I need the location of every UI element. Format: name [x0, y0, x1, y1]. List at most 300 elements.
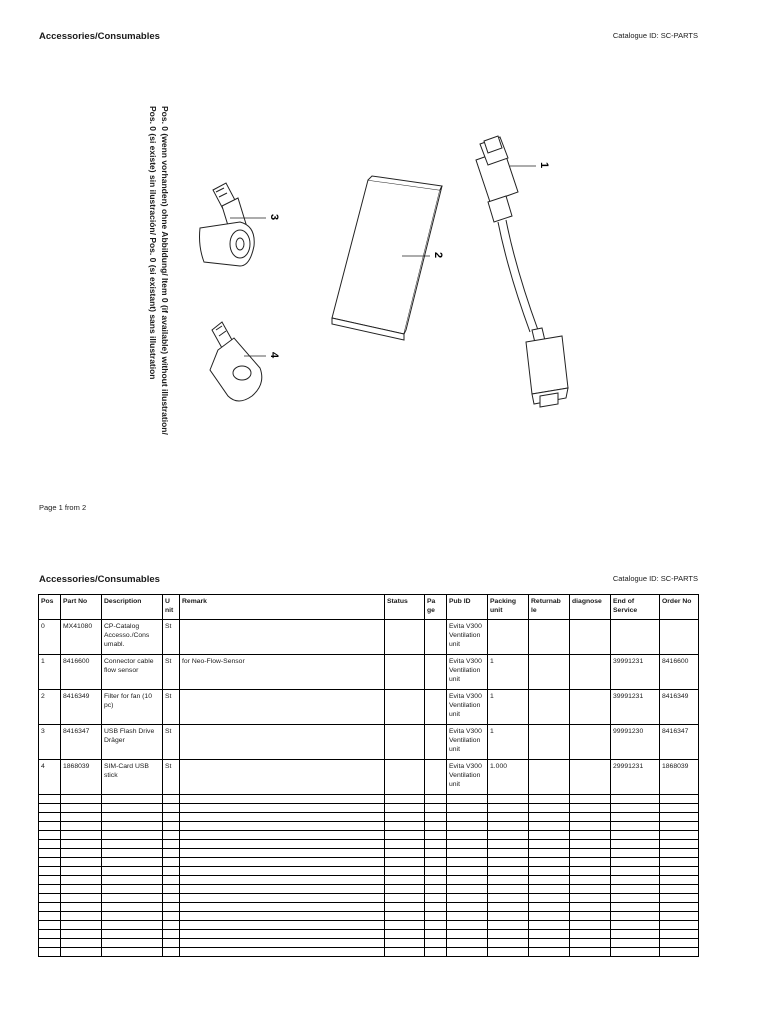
column-header: Remark	[180, 595, 385, 620]
empty-cell	[488, 804, 529, 813]
empty-cell	[660, 894, 699, 903]
empty-table-row	[39, 804, 699, 813]
cell-pos: 1	[39, 655, 61, 690]
empty-cell	[570, 948, 611, 957]
empty-cell	[488, 903, 529, 912]
empty-cell	[660, 885, 699, 894]
cell-returnable	[529, 655, 570, 690]
empty-cell	[660, 867, 699, 876]
empty-cell	[570, 930, 611, 939]
empty-cell	[61, 840, 102, 849]
empty-cell	[385, 795, 425, 804]
empty-cell	[570, 885, 611, 894]
empty-cell	[385, 876, 425, 885]
empty-cell	[385, 840, 425, 849]
empty-table-row	[39, 831, 699, 840]
empty-cell	[61, 849, 102, 858]
column-header: diagnose	[570, 595, 611, 620]
empty-cell	[39, 867, 61, 876]
cell-order-no: 1868039	[660, 760, 699, 795]
empty-cell	[570, 831, 611, 840]
empty-cell	[529, 822, 570, 831]
empty-cell	[180, 858, 385, 867]
empty-cell	[488, 948, 529, 957]
empty-cell	[61, 822, 102, 831]
column-header: Returnab le	[529, 595, 570, 620]
connector-cable-drawing	[476, 136, 568, 407]
empty-cell	[180, 867, 385, 876]
cell-unit: St	[163, 620, 180, 655]
empty-cell	[488, 930, 529, 939]
cell-page	[425, 725, 447, 760]
empty-cell	[488, 885, 529, 894]
callout-1: 1	[538, 162, 550, 169]
callout-4: 4	[268, 352, 280, 359]
empty-cell	[61, 813, 102, 822]
empty-cell	[180, 885, 385, 894]
cell-end-of-service: 39991231	[611, 655, 660, 690]
empty-cell	[163, 840, 180, 849]
empty-cell	[385, 849, 425, 858]
empty-cell	[611, 822, 660, 831]
empty-cell	[425, 876, 447, 885]
empty-cell	[61, 912, 102, 921]
empty-cell	[529, 849, 570, 858]
empty-cell	[660, 903, 699, 912]
cell-pos: 4	[39, 760, 61, 795]
empty-cell	[385, 903, 425, 912]
empty-cell	[180, 894, 385, 903]
empty-cell	[488, 876, 529, 885]
empty-cell	[660, 813, 699, 822]
cell-packing-unit: 1.000	[488, 760, 529, 795]
box-drawing	[332, 176, 442, 340]
empty-cell	[447, 912, 488, 921]
empty-cell	[61, 939, 102, 948]
empty-cell	[529, 894, 570, 903]
empty-cell	[611, 939, 660, 948]
empty-cell	[39, 876, 61, 885]
empty-cell	[488, 822, 529, 831]
cell-packing-unit: 1	[488, 725, 529, 760]
empty-cell	[611, 876, 660, 885]
empty-cell	[425, 930, 447, 939]
empty-cell	[660, 795, 699, 804]
cell-unit: St	[163, 725, 180, 760]
empty-rows	[39, 795, 699, 957]
empty-cell	[39, 903, 61, 912]
empty-cell	[447, 948, 488, 957]
empty-cell	[611, 813, 660, 822]
empty-cell	[570, 822, 611, 831]
empty-cell	[529, 912, 570, 921]
empty-cell	[447, 840, 488, 849]
empty-cell	[529, 930, 570, 939]
empty-cell	[180, 912, 385, 921]
empty-cell	[488, 831, 529, 840]
empty-cell	[102, 858, 163, 867]
cell-end-of-service: 29991231	[611, 760, 660, 795]
empty-cell	[570, 894, 611, 903]
callout-2: 2	[432, 252, 444, 259]
empty-cell	[425, 795, 447, 804]
cell-end-of-service: 99991230	[611, 725, 660, 760]
cell-unit: St	[163, 690, 180, 725]
cell-returnable	[529, 725, 570, 760]
empty-cell	[180, 795, 385, 804]
empty-cell	[529, 867, 570, 876]
empty-table-row	[39, 912, 699, 921]
cell-part-no: 8416349	[61, 690, 102, 725]
empty-cell	[425, 849, 447, 858]
empty-cell	[102, 813, 163, 822]
empty-cell	[529, 903, 570, 912]
empty-cell	[39, 813, 61, 822]
cell-page	[425, 620, 447, 655]
table-row	[39, 725, 699, 760]
empty-cell	[529, 813, 570, 822]
empty-cell	[447, 939, 488, 948]
empty-cell	[39, 804, 61, 813]
cell-page	[425, 690, 447, 725]
empty-cell	[660, 939, 699, 948]
empty-cell	[385, 804, 425, 813]
empty-cell	[180, 804, 385, 813]
parts-illustration	[0, 0, 768, 480]
empty-cell	[163, 858, 180, 867]
cell-order-no	[660, 620, 699, 655]
empty-cell	[570, 921, 611, 930]
empty-cell	[102, 831, 163, 840]
empty-table-row	[39, 795, 699, 804]
empty-table-row	[39, 858, 699, 867]
cell-diagnose	[570, 620, 611, 655]
usb-swivel-drive-drawing	[200, 183, 255, 266]
empty-cell	[425, 831, 447, 840]
empty-cell	[425, 858, 447, 867]
empty-cell	[102, 885, 163, 894]
empty-cell	[447, 813, 488, 822]
empty-cell	[488, 894, 529, 903]
empty-cell	[163, 795, 180, 804]
cell-diagnose	[570, 725, 611, 760]
empty-cell	[611, 930, 660, 939]
column-header: Description	[102, 595, 163, 620]
empty-cell	[102, 822, 163, 831]
empty-cell	[447, 804, 488, 813]
empty-table-row	[39, 885, 699, 894]
empty-cell	[385, 813, 425, 822]
empty-cell	[570, 813, 611, 822]
empty-cell	[385, 894, 425, 903]
empty-table-row	[39, 939, 699, 948]
cell-packing-unit: 1	[488, 690, 529, 725]
empty-cell	[488, 795, 529, 804]
empty-cell	[61, 858, 102, 867]
catalogue-id: Catalogue ID: SC-PARTS	[612, 574, 698, 583]
cell-remark	[180, 760, 385, 795]
empty-table-row	[39, 849, 699, 858]
empty-cell	[102, 948, 163, 957]
empty-cell	[385, 921, 425, 930]
empty-cell	[102, 930, 163, 939]
empty-cell	[163, 921, 180, 930]
empty-cell	[163, 876, 180, 885]
column-header: End of Service	[611, 595, 660, 620]
empty-cell	[102, 912, 163, 921]
cell-status	[385, 655, 425, 690]
empty-cell	[660, 876, 699, 885]
figure-note-line-2: Pos. 0 (si existe) sin ilustración/ Pos. 0 (si existant) sans illustration	[148, 106, 158, 380]
empty-cell	[180, 930, 385, 939]
empty-cell	[488, 921, 529, 930]
empty-cell	[660, 912, 699, 921]
empty-cell	[385, 831, 425, 840]
cell-order-no: 8416349	[660, 690, 699, 725]
cell-remark: for Neo-Flow-Sensor	[180, 655, 385, 690]
cell-remark	[180, 725, 385, 760]
empty-cell	[529, 831, 570, 840]
table-row	[39, 655, 699, 690]
empty-cell	[180, 921, 385, 930]
empty-cell	[529, 876, 570, 885]
cell-description: Connector cable flow sensor	[102, 655, 163, 690]
empty-table-row	[39, 903, 699, 912]
cell-diagnose	[570, 760, 611, 795]
empty-cell	[611, 849, 660, 858]
empty-cell	[102, 867, 163, 876]
empty-cell	[385, 939, 425, 948]
empty-table-row	[39, 813, 699, 822]
cell-pos: 2	[39, 690, 61, 725]
column-header: Packing unit	[488, 595, 529, 620]
empty-cell	[660, 858, 699, 867]
empty-cell	[425, 804, 447, 813]
empty-cell	[163, 822, 180, 831]
empty-cell	[180, 876, 385, 885]
empty-cell	[570, 876, 611, 885]
cell-status	[385, 725, 425, 760]
empty-cell	[529, 840, 570, 849]
empty-cell	[39, 939, 61, 948]
empty-cell	[529, 948, 570, 957]
empty-cell	[385, 858, 425, 867]
empty-cell	[163, 831, 180, 840]
usb-stick-drawing	[210, 322, 262, 401]
cell-part-no: 1868039	[61, 760, 102, 795]
empty-cell	[660, 822, 699, 831]
cell-remark	[180, 620, 385, 655]
empty-cell	[163, 912, 180, 921]
empty-cell	[570, 795, 611, 804]
empty-cell	[61, 867, 102, 876]
empty-cell	[447, 921, 488, 930]
empty-cell	[385, 822, 425, 831]
empty-cell	[447, 885, 488, 894]
cell-description: SIM-Card USB stick	[102, 760, 163, 795]
empty-cell	[61, 903, 102, 912]
empty-cell	[529, 939, 570, 948]
empty-cell	[102, 795, 163, 804]
callout-3: 3	[268, 214, 280, 221]
empty-cell	[611, 858, 660, 867]
empty-cell	[529, 885, 570, 894]
empty-cell	[660, 930, 699, 939]
empty-cell	[529, 804, 570, 813]
cell-pub-id: Evita V300 Ventilation unit	[447, 690, 488, 725]
empty-cell	[61, 876, 102, 885]
empty-cell	[425, 867, 447, 876]
column-header: Part No	[61, 595, 102, 620]
empty-table-row	[39, 921, 699, 930]
cell-description: CP-Catalog Accesso./Cons umabl.	[102, 620, 163, 655]
cell-pos: 0	[39, 620, 61, 655]
empty-cell	[611, 831, 660, 840]
empty-table-row	[39, 930, 699, 939]
empty-cell	[660, 948, 699, 957]
empty-cell	[447, 867, 488, 876]
empty-cell	[425, 948, 447, 957]
empty-cell	[39, 858, 61, 867]
empty-cell	[488, 867, 529, 876]
empty-cell	[570, 903, 611, 912]
parts-table	[38, 594, 699, 957]
empty-cell	[570, 939, 611, 948]
empty-cell	[385, 885, 425, 894]
empty-cell	[425, 840, 447, 849]
cell-status	[385, 620, 425, 655]
empty-cell	[61, 795, 102, 804]
empty-cell	[611, 840, 660, 849]
empty-cell	[447, 930, 488, 939]
empty-cell	[102, 876, 163, 885]
table-header-row	[39, 595, 699, 620]
empty-cell	[447, 795, 488, 804]
cell-diagnose	[570, 690, 611, 725]
empty-cell	[39, 930, 61, 939]
column-header: Pa ge	[425, 595, 447, 620]
cell-unit: St	[163, 655, 180, 690]
empty-cell	[660, 804, 699, 813]
empty-cell	[447, 876, 488, 885]
empty-cell	[570, 849, 611, 858]
empty-cell	[611, 903, 660, 912]
cell-packing-unit: 1	[488, 655, 529, 690]
empty-cell	[425, 912, 447, 921]
page-footer: Page 1 from 2	[39, 503, 87, 512]
empty-table-row	[39, 822, 699, 831]
empty-cell	[385, 867, 425, 876]
empty-cell	[447, 894, 488, 903]
empty-cell	[447, 822, 488, 831]
empty-cell	[163, 948, 180, 957]
cell-page	[425, 655, 447, 690]
cell-end-of-service	[611, 620, 660, 655]
empty-cell	[61, 885, 102, 894]
empty-cell	[660, 849, 699, 858]
empty-cell	[660, 831, 699, 840]
cell-page	[425, 760, 447, 795]
cell-returnable	[529, 690, 570, 725]
cell-part-no: 8416347	[61, 725, 102, 760]
empty-cell	[425, 903, 447, 912]
empty-cell	[570, 804, 611, 813]
empty-cell	[39, 948, 61, 957]
cell-returnable	[529, 620, 570, 655]
cell-status	[385, 690, 425, 725]
empty-cell	[611, 921, 660, 930]
empty-cell	[611, 795, 660, 804]
page-title: Accessories/Consumables	[39, 31, 160, 42]
cell-description: Filter for fan (10 pc)	[102, 690, 163, 725]
empty-cell	[611, 948, 660, 957]
column-header: Pos	[39, 595, 61, 620]
empty-cell	[180, 939, 385, 948]
empty-cell	[447, 903, 488, 912]
column-header: Status	[385, 595, 425, 620]
empty-cell	[163, 813, 180, 822]
cell-order-no: 8416347	[660, 725, 699, 760]
empty-cell	[385, 948, 425, 957]
empty-cell	[39, 840, 61, 849]
empty-cell	[447, 831, 488, 840]
empty-cell	[385, 912, 425, 921]
cell-unit: St	[163, 760, 180, 795]
cell-pub-id: Evita V300 Ventilation unit	[447, 760, 488, 795]
empty-cell	[163, 885, 180, 894]
empty-cell	[39, 921, 61, 930]
empty-cell	[39, 849, 61, 858]
empty-cell	[163, 903, 180, 912]
empty-cell	[61, 930, 102, 939]
empty-cell	[180, 840, 385, 849]
empty-cell	[39, 894, 61, 903]
empty-cell	[570, 858, 611, 867]
cell-pos: 3	[39, 725, 61, 760]
cell-status	[385, 760, 425, 795]
empty-cell	[611, 885, 660, 894]
cell-end-of-service: 39991231	[611, 690, 660, 725]
empty-cell	[163, 939, 180, 948]
cell-packing-unit	[488, 620, 529, 655]
empty-cell	[570, 867, 611, 876]
empty-cell	[488, 939, 529, 948]
empty-cell	[102, 849, 163, 858]
empty-cell	[385, 930, 425, 939]
empty-cell	[39, 885, 61, 894]
empty-cell	[180, 822, 385, 831]
empty-cell	[425, 921, 447, 930]
empty-cell	[529, 795, 570, 804]
empty-cell	[425, 885, 447, 894]
empty-cell	[488, 858, 529, 867]
empty-cell	[61, 948, 102, 957]
empty-table-row	[39, 840, 699, 849]
empty-cell	[39, 822, 61, 831]
empty-cell	[61, 831, 102, 840]
empty-cell	[163, 849, 180, 858]
empty-cell	[163, 930, 180, 939]
column-header: Order No	[660, 595, 699, 620]
empty-cell	[180, 948, 385, 957]
empty-cell	[425, 894, 447, 903]
empty-cell	[180, 813, 385, 822]
empty-cell	[102, 894, 163, 903]
empty-cell	[611, 912, 660, 921]
empty-cell	[39, 795, 61, 804]
cell-remark	[180, 690, 385, 725]
empty-cell	[102, 921, 163, 930]
